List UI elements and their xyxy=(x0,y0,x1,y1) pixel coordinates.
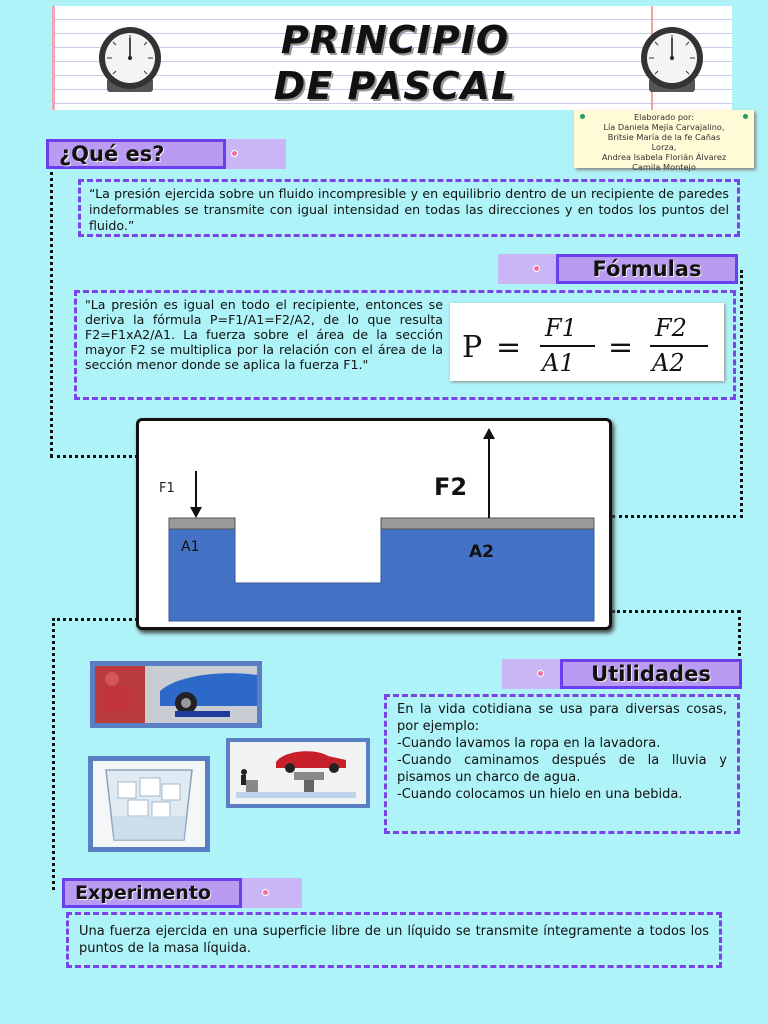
connector-line xyxy=(612,610,740,613)
ice-glass-photo xyxy=(88,756,210,852)
section-tag-que-es xyxy=(46,139,286,169)
connector-line xyxy=(52,618,55,890)
section-tag-formulas xyxy=(498,254,740,284)
pin-dot xyxy=(537,670,544,677)
label-f1: F1 xyxy=(159,481,175,496)
section-label: Fórmulas xyxy=(556,254,738,284)
author-name: Lía Daniela Mejía Carvajalino, xyxy=(603,122,725,132)
experimento-text: Una fuerza ejercida en una superficie libre de un líquido se transmite íntegramente a todos los puntos de la masa líquida. xyxy=(79,924,709,956)
arrow-up-icon xyxy=(483,428,495,439)
formula-f2: F2 xyxy=(655,314,687,342)
large-piston xyxy=(381,518,594,529)
pin-dot xyxy=(262,889,269,896)
utilidades-line: -Cuando caminamos después de la lluvia y pisamos un charco de agua. xyxy=(397,753,727,785)
section-label: ¿Qué es? xyxy=(46,139,226,169)
label-a1: A1 xyxy=(181,539,200,555)
section-label: Utilidades xyxy=(560,659,742,689)
label-f2: F2 xyxy=(434,473,468,501)
small-piston xyxy=(169,518,235,529)
utilidades-line: En la vida cotidiana se usa para diversas cosas, por ejemplo: xyxy=(397,702,727,734)
que-es-text: “La presión ejercida sobre un fluido incompresible y en equilibrio dentro de un recipiente de paredes indeformables se transmite con igual intensidad en todas las direcciones y en todos los puntos del fluido.” xyxy=(89,186,729,233)
pressure-gauge-icon xyxy=(627,26,717,94)
car-jack-photo xyxy=(90,661,262,728)
author-name: Andrea Isabela Florián Álvarez xyxy=(601,152,727,162)
diagram-svg xyxy=(139,421,609,627)
hydraulic-press-diagram xyxy=(136,418,612,630)
author-name: Camila Montejo xyxy=(632,162,696,172)
author-name: Britsie María de la fe Cañas xyxy=(607,132,721,142)
section-tag-experimento xyxy=(62,878,302,908)
utilidades-box xyxy=(384,694,740,834)
label-a2: A2 xyxy=(469,542,494,562)
authors-heading: Elaborado por: xyxy=(633,112,695,122)
page-title-line1: PRINCIPIO xyxy=(280,18,510,62)
pin-dot xyxy=(533,265,540,272)
page-title-line2: DE PASCAL xyxy=(273,64,517,108)
liquid-body xyxy=(169,529,594,621)
formula-equals: = xyxy=(496,330,522,365)
title-banner xyxy=(52,6,732,110)
arrow-down-icon xyxy=(190,507,202,518)
section-label: Experimento xyxy=(62,878,242,908)
hydraulic-lift-photo xyxy=(226,738,370,808)
formula-a1: A1 xyxy=(542,349,575,377)
connector-line xyxy=(50,165,53,457)
tag-arrow xyxy=(216,139,286,169)
formula-f1: F1 xyxy=(545,314,577,342)
connector-line xyxy=(52,618,138,621)
formulas-text: "La presión es igual en todo el recipiente, entonces se deriva la fórmula P=F1/A1=F2/A2, de lo que resulta F2=F1xA2/A1. La fuerza sobre el área de la sección mayor F2 se multiplica por la relación con el área de la sección menor donde se aplica la fuerza F1." xyxy=(85,297,443,372)
connector-line xyxy=(740,270,743,518)
pascal-formula xyxy=(450,303,724,381)
que-es-box xyxy=(78,179,740,237)
author-name: Lorza, xyxy=(651,142,677,152)
formula-p: P xyxy=(462,330,483,365)
formula-a2: A2 xyxy=(652,349,685,377)
utilidades-line: -Cuando colocamos un hielo en una bebida. xyxy=(397,787,683,802)
section-tag-utilidades xyxy=(502,659,742,689)
pin-dot xyxy=(580,114,585,119)
pin-dot xyxy=(743,114,748,119)
authors-note xyxy=(574,110,754,172)
connector-line xyxy=(50,455,138,458)
experimento-box xyxy=(66,912,722,968)
utilidades-line: -Cuando lavamos la ropa en la lavadora. xyxy=(397,736,661,751)
connector-line xyxy=(612,515,743,518)
formula-equals: = xyxy=(608,330,634,365)
pin-dot xyxy=(231,150,238,157)
